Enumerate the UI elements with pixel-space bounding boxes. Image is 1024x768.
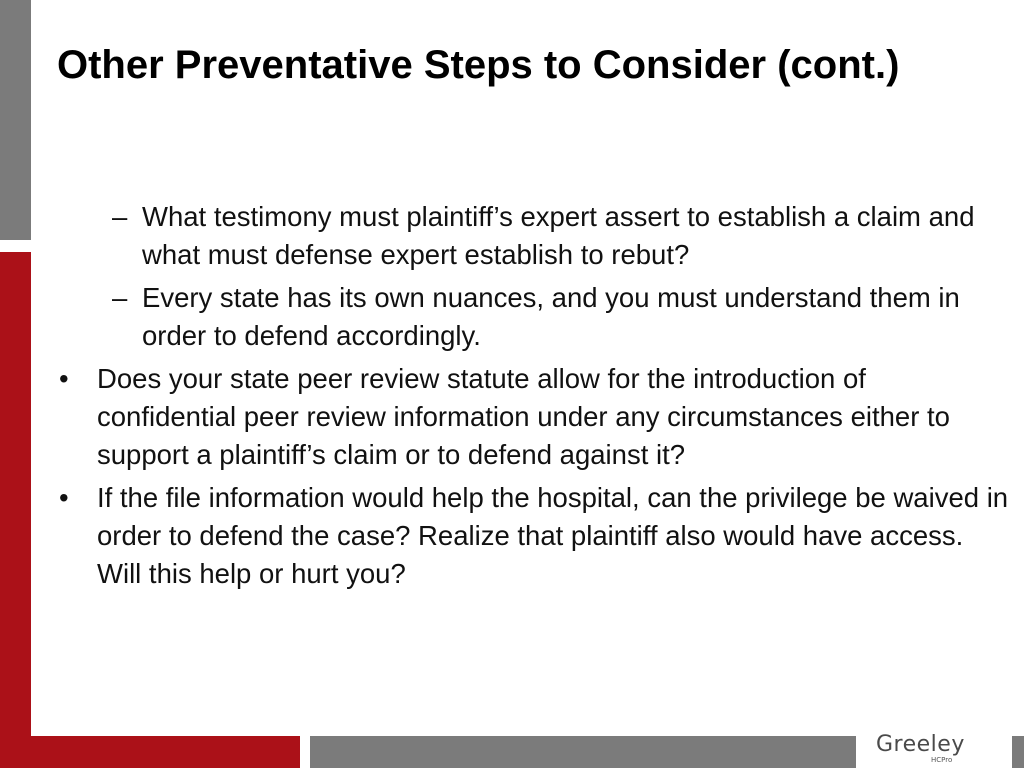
sub-bullet-text: Every state has its own nuances, and you must understand them in order to defend accordingly. <box>142 282 960 351</box>
bullet-marker: • <box>59 363 69 394</box>
sub-bullet-text: What testimony must plaintiff’s expert assert to establish a claim and what must defense expert establish to rebut? <box>142 201 975 270</box>
slide-content <box>0 198 1010 598</box>
bottom-red-bar <box>0 736 300 768</box>
bullet-item <box>0 479 1010 593</box>
bullet-text: If the file information would help the hospital, can the privilege be waived in order to defend the case? Realize that plaintiff also would have access. Will this help or hurt you? <box>97 482 1009 589</box>
dash-marker: – <box>112 282 128 313</box>
sub-bullet-item <box>0 198 1010 274</box>
bullet-text: Does your state peer review statute allow for the introduction of confidential peer review information under any circumstances either to support a plaintiff’s claim or to defend against it? <box>97 363 950 470</box>
bullet-item <box>0 360 1010 474</box>
hcpro-logo: HCPro <box>931 756 953 764</box>
slide-title: Other Preventative Steps to Consider (cont.) <box>57 43 900 87</box>
dash-marker: – <box>112 201 128 232</box>
bottom-gray-bar <box>310 736 856 768</box>
bottom-gray-end-bar <box>1012 736 1024 768</box>
bullet-marker: • <box>59 482 69 513</box>
sub-bullet-item <box>0 279 1010 355</box>
greeley-logo: Greeley <box>876 732 965 757</box>
